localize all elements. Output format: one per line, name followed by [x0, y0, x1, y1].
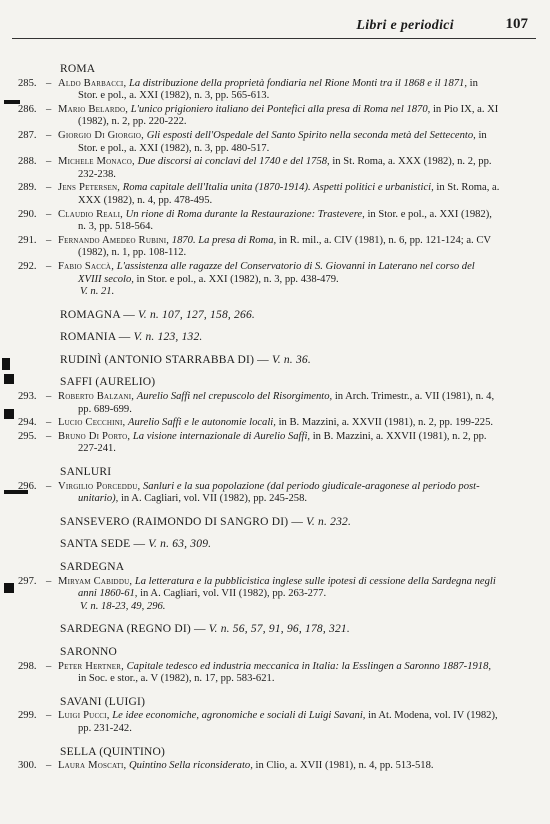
bibliography-entry: [0, 391, 550, 416]
cross-reference-target: V. n. 232.: [306, 515, 352, 528]
section-heading: SELLA (QUINTINO): [60, 745, 166, 758]
cross-reference: [60, 331, 550, 344]
cross-reference-target: V. n. 123, 132.: [133, 331, 203, 344]
entry-number: 295.: [18, 430, 37, 442]
entry-source: in Arch. Trimestr., a. VII (1981), n. 4, pp. 689-699.: [78, 391, 495, 415]
cross-reference-target: V. n. 63, 309.: [148, 538, 212, 551]
bibliography-entry: [0, 78, 550, 103]
entry-author: Fernando Amedeo Rubini,: [58, 234, 170, 246]
entry-author: Luigi Pucci,: [58, 710, 110, 722]
section-heading: SAVANI (LUIGI): [60, 695, 146, 708]
entry-number: 296.: [18, 480, 37, 492]
bibliography-entry: [0, 182, 550, 207]
entry-author: Virgilio Porceddu,: [58, 480, 141, 492]
bibliography-entry: [0, 431, 550, 456]
entry-source: in A. Cagliari, vol. VII (1982), pp. 263-277.: [140, 588, 327, 600]
bibliography-entry: [0, 156, 550, 181]
entry-title: L'unico prigioniero italiano dei Pontefici alla presa di Roma nel 1870,: [130, 103, 431, 115]
entry-source: in Pio IX, a. XI (1982), n. 2, pp. 220-222.: [78, 103, 499, 128]
entry-title: Gli esposti dell'Ospedale del Santo Spirito nella seconda metà del Settecento,: [146, 129, 476, 141]
see-also-reference: V. n. 18-23, 49, 296.: [80, 600, 166, 612]
running-title: Libri e periodici: [356, 18, 454, 33]
entry-title: Quintino Sella riconsiderato,: [128, 760, 253, 772]
cross-reference-label: SANTA SEDE —: [60, 538, 146, 551]
entry-number: 300.: [18, 760, 37, 772]
bibliography-entry: [0, 481, 550, 506]
entry-dash: –: [46, 182, 52, 194]
entry-author: Giorgio Di Giorgio,: [58, 129, 145, 141]
cross-reference-target: V. n. 107, 127, 158, 266.: [138, 308, 255, 321]
entry-title: L'assistenza alle ragazze del Conservatorio di S. Giovanni in Laterano nel corso del XVIII secolo,: [78, 260, 475, 285]
cross-reference-target: V. n. 56, 57, 91, 96, 178, 321.: [208, 623, 350, 636]
entry-source: in Soc. e stor., a. V (1982), n. 17, pp. 583-621.: [78, 673, 275, 685]
entry-author: Bruno Di Porto,: [58, 430, 131, 442]
entry-dash: –: [46, 103, 52, 115]
entry-source: in B. Mazzini, a. XXVII (1981), n. 2, pp. 199-225.: [278, 417, 494, 429]
entry-author: Claudio Reali,: [58, 208, 123, 220]
entry-dash: –: [46, 156, 52, 168]
entry-dash: –: [46, 417, 52, 429]
entry-author: Laura Moscati,: [58, 760, 127, 772]
entry-author: Peter Hertner,: [58, 660, 124, 672]
entry-source: in St. Roma, a. XXX (1982), n. 2, pp. 232-238.: [78, 156, 492, 180]
entry-title: Roma capitale dell'Italia unita (1870-1914). Aspetti politici e urbanistici,: [122, 182, 434, 194]
section-heading: SARONNO: [60, 645, 117, 658]
bibliography-entry: [0, 710, 550, 735]
entry-number: 292.: [18, 260, 37, 272]
entry-source: in Stor. e pol., a. XXI (1982), n. 3, pp. 518-564.: [78, 208, 492, 233]
entry-author: Jens Petersen,: [58, 182, 121, 194]
entry-number: 287.: [18, 129, 37, 141]
section-heading: SANLURI: [60, 466, 112, 479]
entry-number: 286.: [18, 103, 37, 115]
entry-number: 293.: [18, 391, 37, 403]
entry-dash: –: [46, 260, 52, 272]
entry-author: Mario Belardo,: [58, 103, 129, 115]
bibliography-entry: [0, 235, 550, 260]
entry-source: in St. Roma, a. XXX (1982), n. 4, pp. 478-495.: [78, 182, 500, 206]
entry-number: 285.: [18, 77, 37, 89]
cross-reference-label: ROMAGNA —: [60, 308, 135, 321]
cross-reference-target: V. n. 36.: [271, 353, 311, 366]
entry-number: 299.: [18, 710, 37, 722]
cross-reference-label: SARDEGNA (REGNO DI) —: [60, 623, 206, 636]
entry-title: Aurelio Saffi e le autonomie locali,: [128, 417, 276, 429]
entry-title: Aurelio Saffi nel crepuscolo del Risorgimento,: [136, 391, 333, 403]
entry-title: La visione internazionale di Aurelio Saffi,: [132, 430, 311, 442]
see-also-reference: V. n. 21.: [80, 286, 115, 298]
entry-author: Roberto Balzani,: [58, 391, 135, 403]
cross-reference: [60, 538, 550, 551]
bibliography-entry: [0, 576, 550, 614]
entry-title: Due discorsi ai conclavi del 1740 e del 1758,: [137, 156, 330, 168]
entry-source: in Clio, a. XVII (1981), n. 4, pp. 513-518.: [255, 760, 434, 772]
entry-dash: –: [46, 760, 52, 772]
bibliography-entry: [0, 760, 550, 773]
entry-dash: –: [46, 480, 52, 492]
entry-title: Capitale tedesco ed industria meccanica in Italia: la Esslingen a Saronno 1887-1918,: [126, 660, 492, 672]
entry-number: 288.: [18, 156, 37, 168]
header-rule: [12, 38, 536, 39]
entry-source: in Stor. e pol., a. XXI (1982), n. 3, pp. 480-517.: [78, 129, 487, 154]
cross-reference-label: RUDINÌ (ANTONIO STARRABBA DI) —: [60, 353, 269, 366]
entry-source: in R. mil., a. CIV (1981), n. 6, pp. 121-124; a. CV (1982), n. 1, pp. 108-112.: [78, 234, 491, 259]
bibliography-entry: [0, 104, 550, 129]
entry-title: 1870. La presa di Roma,: [171, 234, 277, 246]
entry-number: 294.: [18, 417, 37, 429]
bibliography-entry: [0, 417, 550, 430]
section-heading: SAFFI (AURELIO): [60, 376, 156, 389]
entry-number: 298.: [18, 660, 37, 672]
cross-reference: [60, 309, 550, 322]
entry-title: Sanluri e la sua popolazione (dal periodo giudicale-aragonese al periodo post-unitario),: [78, 480, 480, 505]
cross-reference: [60, 354, 550, 367]
entry-source: in Stor. e pol., a. XXI (1982), n. 3, pp. 438-479.: [136, 273, 339, 285]
entry-dash: –: [46, 234, 52, 246]
page-content: [0, 57, 550, 774]
entry-source: in B. Mazzini, a. XXVII (1981), n. 2, pp. 227-241.: [78, 430, 487, 455]
entry-source: in At. Modena, vol. IV (1982), pp. 231-242.: [78, 710, 498, 734]
entry-dash: –: [46, 77, 52, 89]
cross-reference: [60, 623, 550, 636]
entry-dash: –: [46, 710, 52, 722]
cross-reference-label: SANSEVERO (RAIMONDO DI SANGRO DI) —: [60, 515, 304, 528]
entry-dash: –: [46, 660, 52, 672]
entry-source: in A. Cagliari, vol. VII (1982), pp. 245-258.: [120, 493, 308, 505]
entry-dash: –: [46, 208, 52, 220]
entry-title: Un rione di Roma durante la Restaurazione: Trastevere,: [125, 208, 365, 220]
section-heading: ROMA: [60, 63, 96, 75]
entry-author: Miryam Cabiddu,: [58, 575, 133, 587]
entry-number: 290.: [18, 208, 37, 220]
entry-author: Michele Monaco,: [58, 156, 135, 168]
entry-dash: –: [46, 129, 52, 141]
entry-number: 291.: [18, 234, 37, 246]
entry-dash: –: [46, 575, 52, 587]
bibliography-entry: [0, 130, 550, 155]
entry-title: La letteratura e la pubblicistica inglese sulle ipotesi di cessione della Sardegna negli anni 1860-61,: [78, 575, 496, 600]
entry-author: Fabio Saccà,: [58, 260, 115, 272]
page-header: [0, 18, 550, 38]
cross-reference: [60, 516, 550, 529]
entry-dash: –: [46, 430, 52, 442]
entry-author: Lucio Cecchini,: [58, 417, 126, 429]
bibliography-entry: [0, 261, 550, 299]
section-heading: SARDEGNA: [60, 561, 125, 573]
entry-number: 289.: [18, 182, 37, 194]
entry-author: Aldo Barbacci,: [58, 77, 127, 89]
bibliography-entry: [0, 209, 550, 234]
entry-dash: –: [46, 391, 52, 403]
bibliography-entry: [0, 661, 550, 686]
entry-source: in Stor. e pol., a. XXI (1982), n. 3, pp. 565-613.: [78, 77, 478, 102]
entry-number: 297.: [18, 575, 37, 587]
entry-title: Le idee economiche, agronomiche e sociali di Luigi Savani,: [112, 710, 366, 722]
cross-reference-label: ROMANIA —: [60, 331, 131, 344]
page-number: 107: [505, 16, 528, 32]
entry-title: La distribuzione della proprietà fondiaria nel Rione Monti tra il 1868 e il 1871,: [128, 77, 467, 89]
